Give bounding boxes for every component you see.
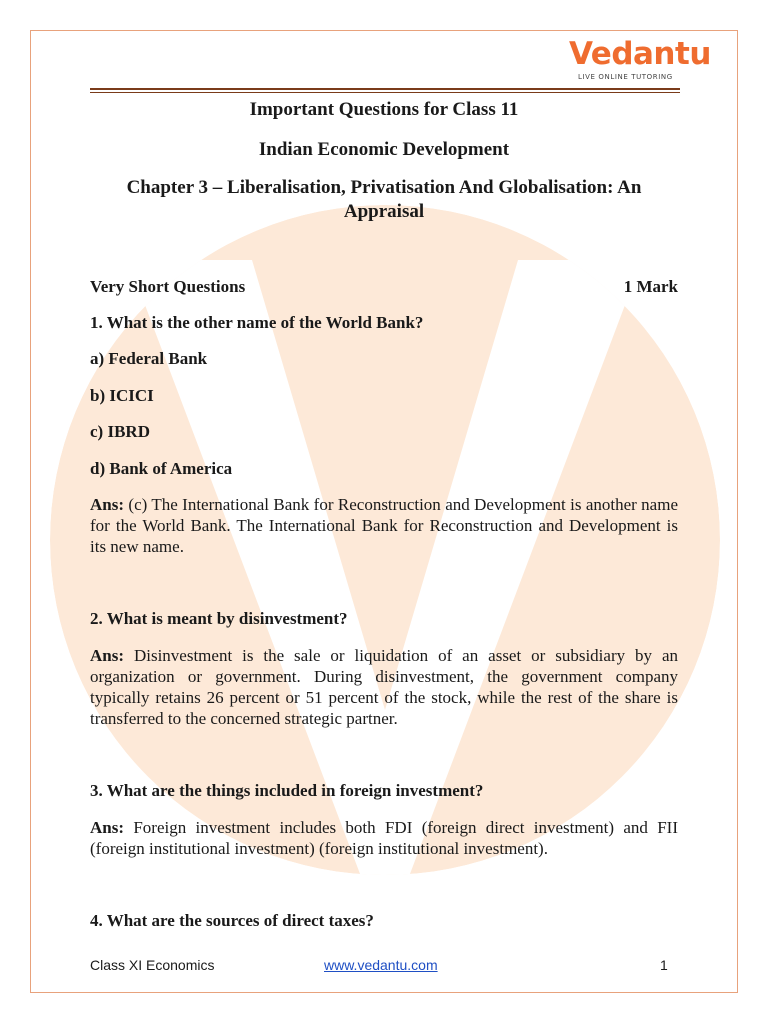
- question-3: 3. What are the things included in foreign investment?: [90, 781, 484, 800]
- question-2: 2. What is meant by disinvestment?: [90, 609, 348, 628]
- logo-wordmark: Vedantu: [569, 36, 711, 72]
- answer-label: Ans:: [90, 646, 125, 665]
- page-number: 1: [660, 957, 668, 973]
- footer-label: Class XI Economics: [90, 957, 215, 973]
- answer-text: Foreign investment includes both FDI (foreign direct investment) and FII (foreign institutional investment) (foreign institutional investment).: [90, 818, 678, 858]
- answer-2: [90, 645, 678, 729]
- option-d: d) Bank of America: [90, 459, 233, 478]
- vedantu-logo[interactable]: [563, 36, 711, 86]
- option-a: a) Federal Bank: [90, 349, 208, 368]
- page-title: Important Questions for Class 11: [249, 99, 519, 120]
- option-c: c) IBRD: [90, 422, 150, 441]
- answer-label: Ans:: [90, 818, 125, 837]
- option-b: b) ICICI: [90, 386, 154, 405]
- answer-3: [90, 817, 678, 859]
- answer-label: Ans:: [90, 495, 125, 514]
- logo-tagline: LIVE ONLINE TUTORING: [578, 73, 673, 81]
- header-rule: [90, 88, 680, 90]
- section-label: Very Short Questions: [90, 277, 246, 296]
- chapter-heading: Chapter 3 – Liberalisation, Privatisation And Globalisation: An Appraisal: [126, 177, 642, 222]
- answer-text: Disinvestment is the sale or liquidation of an asset or subsidiary by an organization or government. During disinvestment, the government company typically retains 26 percent or 51 percent of the stock, while the rest of the share is transferred to the concerned strategic partner.: [90, 646, 679, 728]
- question-4: 4. What are the sources of direct taxes?: [90, 911, 374, 930]
- answer-1: [90, 494, 678, 557]
- section-marks: 1 Mark: [623, 277, 678, 296]
- header-rule-thin: [90, 92, 680, 93]
- subject-heading: Indian Economic Development: [258, 139, 510, 160]
- footer-website-link[interactable]: www.vedantu.com: [324, 957, 438, 973]
- answer-text: (c) The International Bank for Reconstruction and Development is another name for the World Bank. The International Bank for Reconstruction and Development is its new name.: [90, 495, 678, 556]
- question-1: 1. What is the other name of the World Bank?: [90, 313, 424, 332]
